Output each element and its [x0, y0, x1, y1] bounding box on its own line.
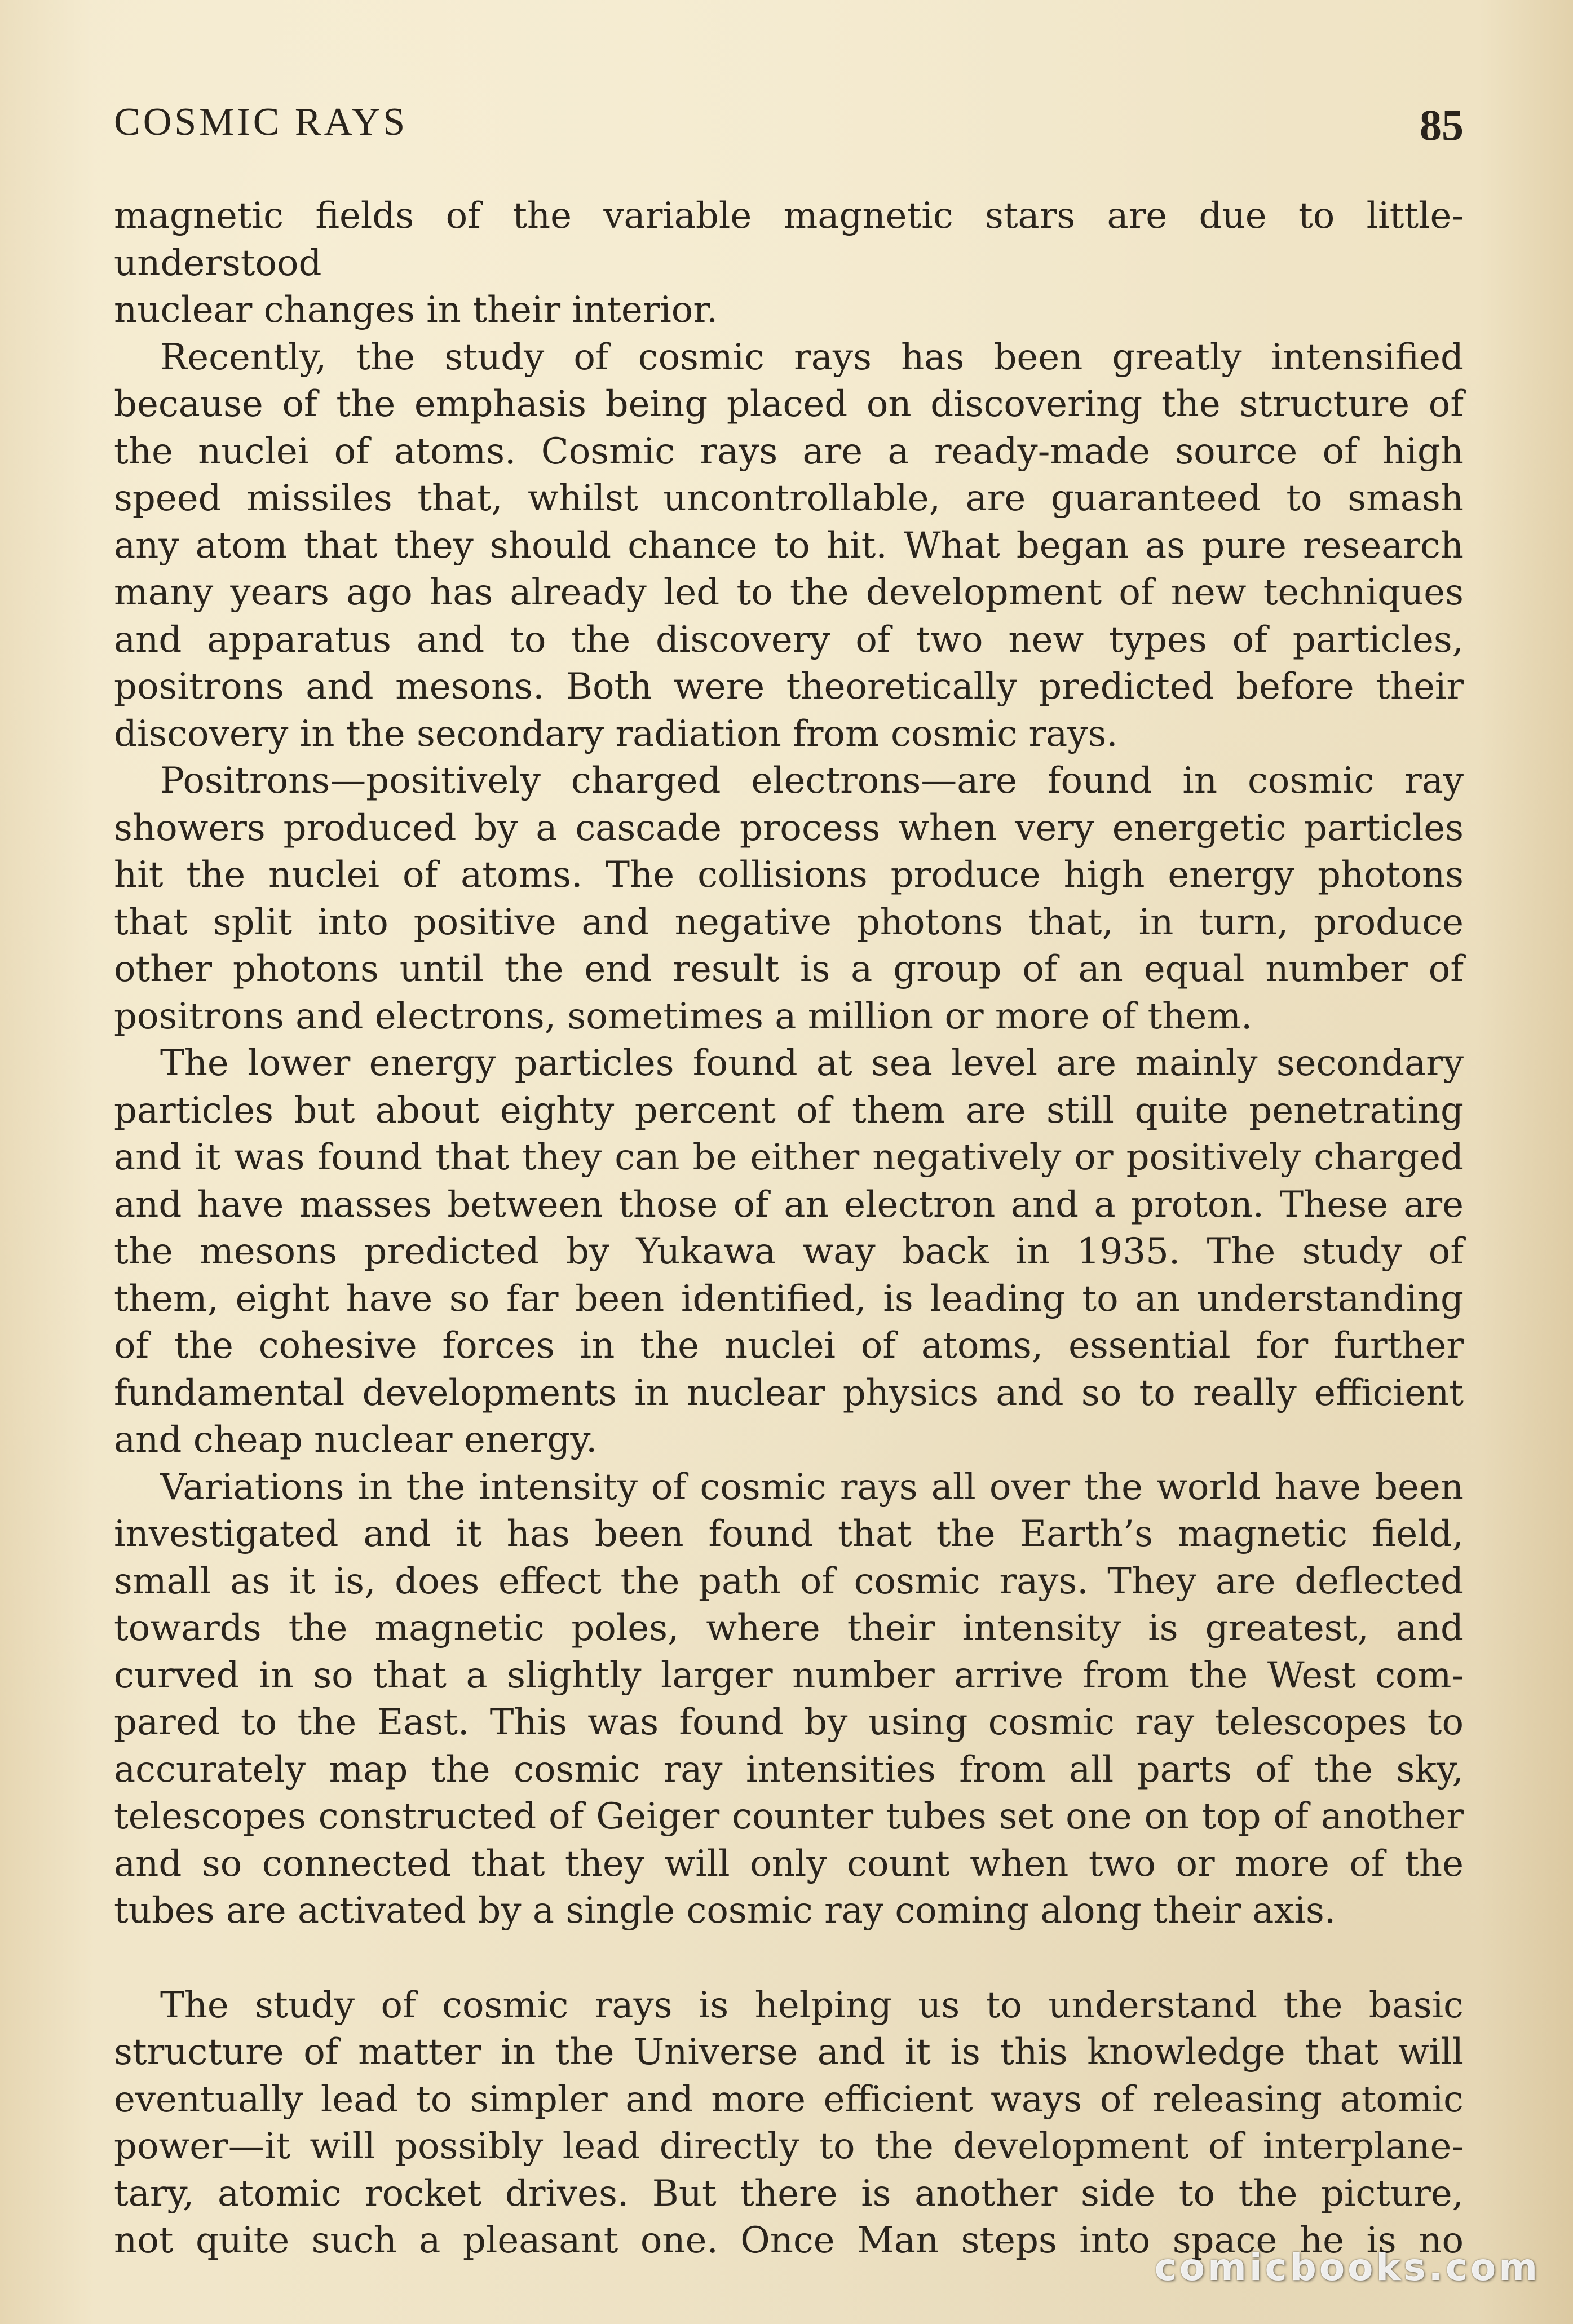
text-line: The lower energy particles found at sea level are mainly secondary — [160, 1042, 1464, 1084]
paragraph-2 — [114, 334, 1464, 758]
text-line: and have masses between those of an electron and a proton. These are — [114, 1183, 1464, 1226]
text-line: showers produced by a cascade process when very energetic particles — [114, 807, 1464, 849]
text-line: particles but about eighty percent of them are still quite penetrating — [114, 1089, 1464, 1132]
text-line: that split into positive and negative photons that, in turn, produce — [114, 901, 1464, 943]
text-line: and cheap nuclear energy. — [114, 1419, 598, 1461]
paragraph-4 — [114, 1040, 1464, 1464]
text-line: the nuclei of atoms. Cosmic rays are a ready-made source of high — [114, 430, 1464, 472]
text-line: towards the magnetic poles, where their intensity is greatest, and — [114, 1607, 1464, 1649]
text-line: curved in so that a slightly larger number arrive from the West com- — [114, 1654, 1464, 1696]
text-line: Variations in the intensity of cosmic rays all over the world have been — [160, 1466, 1464, 1508]
text-line: positrons and electrons, sometimes a million or more of them. — [114, 995, 1253, 1037]
page-number: 85 — [1420, 100, 1464, 149]
watermark: comicbooks.com — [1154, 2246, 1540, 2289]
text-line: Positrons—positively charged electrons—are found in cosmic ray — [160, 760, 1464, 802]
running-head — [114, 97, 1464, 159]
paragraph-5 — [114, 1464, 1464, 1935]
text-line: and apparatus and to the discovery of two new types of particles, — [114, 618, 1464, 661]
text-line: small as it is, does effect the path of cosmic rays. They are deflected — [114, 1560, 1464, 1602]
text-line: power—it will possibly lead directly to the development of interplane- — [114, 2126, 1464, 2167]
text-line: pared to the East. This was found by using cosmic ray telescopes to — [114, 1702, 1464, 1743]
text-line: telescopes constructed of Geiger counter tubes set one on top of another — [114, 1796, 1464, 1837]
text-line: positrons and mesons. Both were theoretically predicted before their — [114, 666, 1464, 708]
text-line: magnetic fields of the variable magnetic stars are due to little-understood — [114, 195, 1464, 284]
paragraph-1 — [114, 193, 1464, 334]
text-line: accurately map the cosmic ray intensities from all parts of the sky, — [114, 1748, 1464, 1791]
text-line: tary, atomic rocket drives. But there is another side to the picture, — [114, 2172, 1464, 2215]
text-line: many years ago has already led to the development of new techniques — [114, 572, 1464, 613]
text-line: nuclear changes in their interior. — [114, 289, 718, 331]
text-line: not quite such a pleasant one. Once Man steps into space he is no — [114, 2220, 1464, 2261]
paragraph-6 — [114, 1982, 1464, 2265]
text-line: hit the nuclei of atoms. The collisions produce high energy photons — [114, 854, 1464, 896]
text-line: any atom that they should chance to hit. What began as pure research — [114, 524, 1464, 567]
paragraph-3 — [114, 758, 1464, 1040]
text-line: fundamental developments in nuclear physics and so to really efficient — [114, 1372, 1464, 1414]
text-line: investigated and it has been found that the Earth’s magnetic field, — [114, 1513, 1464, 1555]
text-line: Recently, the study of cosmic rays has been greatly intensified — [160, 336, 1464, 378]
running-title: COSMIC RAYS — [114, 100, 408, 144]
text-line: them, eight have so far been identified, is leading to an understanding — [114, 1278, 1464, 1320]
text-line: and it was found that they can be either negatively or positively charged — [114, 1137, 1464, 1178]
text-line: speed missiles that, whilst uncontrollable, are guaranteed to smash — [114, 478, 1464, 519]
text-line: eventually lead to simpler and more efficient ways of releasing atomic — [114, 2078, 1464, 2120]
body-text — [114, 193, 1464, 2265]
text-line: structure of matter in the Universe and it is this knowledge that will — [114, 2031, 1464, 2073]
text-line: other photons until the end result is a group of an equal number of — [114, 948, 1464, 990]
text-line: discovery in the secondary radiation from cosmic rays. — [114, 713, 1118, 755]
text-line: of the cohesive forces in the nuclei of atoms, essential for further — [114, 1325, 1464, 1367]
text-line: the mesons predicted by Yukawa way back in 1935. The study of — [114, 1231, 1464, 1273]
text-line: because of the emphasis being placed on discovering the structure of — [114, 383, 1464, 425]
text-line: The study of cosmic rays is helping us to understand the basic — [160, 1984, 1464, 2026]
text-line: tubes are activated by a single cosmic ray coming along their axis. — [114, 1890, 1336, 1932]
text-line: and so connected that they will only count when two or more of the — [114, 1843, 1464, 1885]
